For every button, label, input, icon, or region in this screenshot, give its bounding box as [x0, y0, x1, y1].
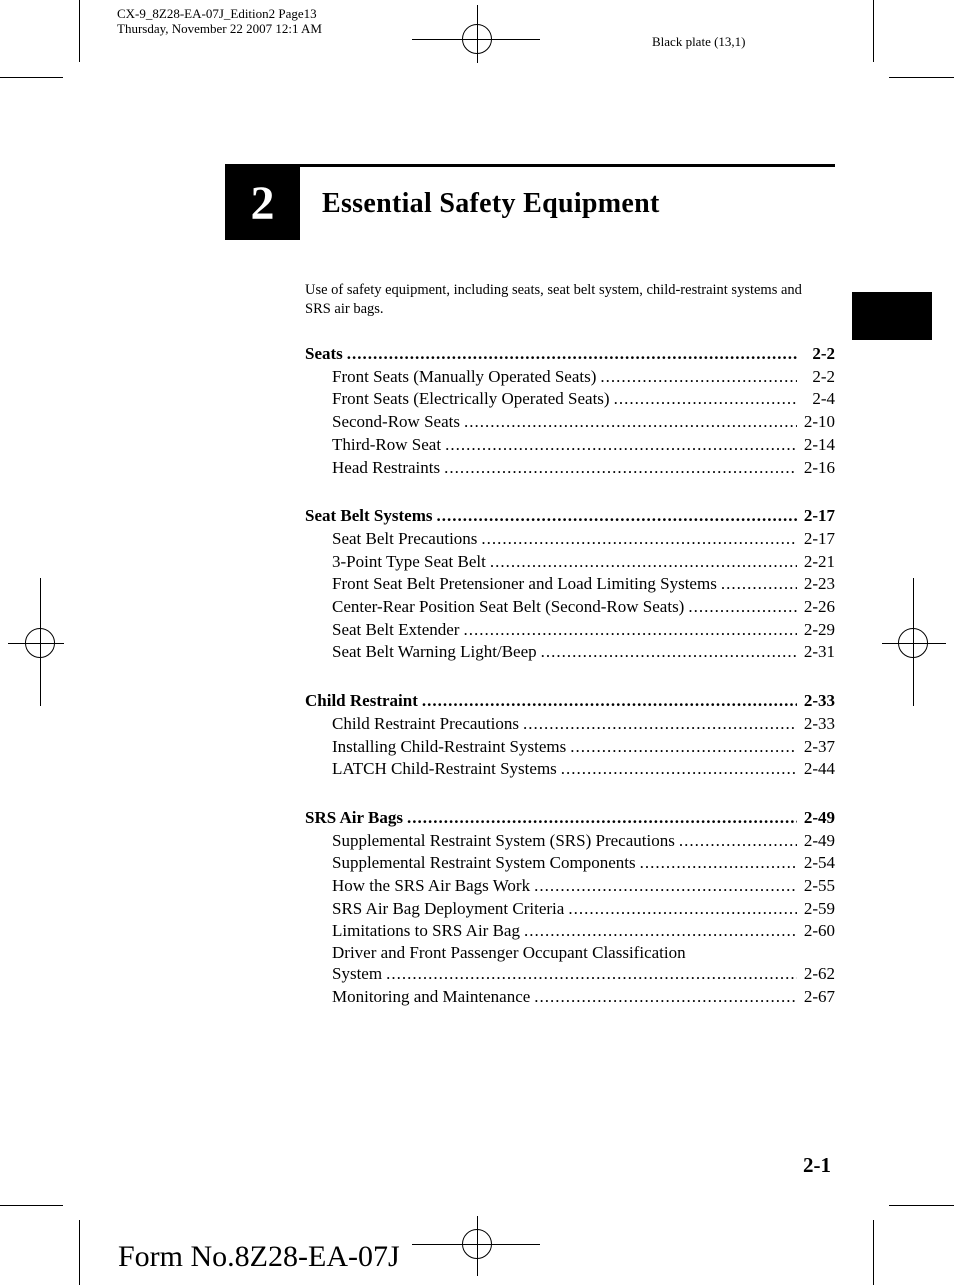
toc-entry[interactable]: Monitoring and Maintenance ..... 2-67 — [305, 986, 835, 1009]
plate-label: Black plate (13,1) — [652, 34, 746, 49]
chapter-number: 2 — [225, 166, 300, 240]
toc-section-child-restraint — [305, 690, 835, 781]
print-file-info: CX-9_8Z28-EA-07J_Edition2 Page13 Thursday, November 22 2007 12:1 AM — [117, 6, 322, 36]
toc-entry[interactable]: 3-Point Type Seat Belt ..... 2-21 — [305, 551, 835, 574]
chapter-rule — [225, 164, 835, 167]
form-number: Form No.8Z28-EA-07J — [118, 1240, 400, 1273]
toc-entry[interactable]: Limitations to SRS Air Bag ..... 2-60 — [305, 920, 835, 943]
table-of-contents — [305, 343, 835, 1035]
toc-section-srs-air-bags — [305, 807, 835, 1009]
toc-entry[interactable]: SRS Air Bag Deployment Criteria ..... 2-59 — [305, 898, 835, 921]
toc-heading[interactable]: Seats ..... 2-2 — [305, 343, 835, 366]
toc-entry[interactable]: Installing Child-Restraint Systems ..... 2-37 — [305, 736, 835, 759]
toc-entry[interactable]: Front Seats (Manually Operated Seats) ..... 2-2 — [305, 366, 835, 389]
toc-entry[interactable]: Center-Rear Position Seat Belt (Second-Row Seats) ..... 2-26 — [305, 596, 835, 619]
toc-entry-first-line: Driver and Front Passenger Occupant Classification — [332, 943, 686, 963]
toc-entry[interactable]: Third-Row Seat ..... 2-14 — [305, 434, 835, 457]
toc-section-seats — [305, 343, 835, 479]
toc-heading[interactable]: SRS Air Bags ..... 2-49 — [305, 807, 835, 830]
toc-entry-multiline[interactable] — [305, 943, 835, 986]
toc-entry[interactable]: Child Restraint Precautions ..... 2-33 — [305, 713, 835, 736]
toc-entry[interactable]: Seat Belt Precautions ..... 2-17 — [305, 528, 835, 551]
toc-entry[interactable]: Supplemental Restraint System (SRS) Precautions ..... 2-49 — [305, 830, 835, 853]
toc-heading[interactable]: Seat Belt Systems ..... 2-17 — [305, 505, 835, 528]
toc-entry[interactable]: Head Restraints ..... 2-16 — [305, 457, 835, 480]
chapter-side-tab — [852, 292, 932, 340]
toc-entry[interactable]: Supplemental Restraint System Components ..... 2-54 — [305, 852, 835, 875]
toc-entry[interactable]: Seat Belt Extender ..... 2-29 — [305, 619, 835, 642]
toc-entry[interactable]: How the SRS Air Bags Work ..... 2-55 — [305, 875, 835, 898]
toc-entry[interactable]: LATCH Child-Restraint Systems ..... 2-44 — [305, 758, 835, 781]
page-number: 2-1 — [803, 1153, 831, 1177]
toc-entry: System ..... 2-62 — [305, 963, 835, 986]
toc-entry[interactable]: Front Seats (Electrically Operated Seats) ..... 2-4 — [305, 388, 835, 411]
toc-entry[interactable]: Front Seat Belt Pretensioner and Load Limiting Systems ..... 2-23 — [305, 573, 835, 596]
toc-heading[interactable]: Child Restraint ..... 2-33 — [305, 690, 835, 713]
toc-entry[interactable]: Second-Row Seats ..... 2-10 — [305, 411, 835, 434]
chapter-intro: Use of safety equipment, including seats, seat belt system, child-restraint systems and SRS air bags. — [305, 282, 802, 317]
toc-entry[interactable]: Seat Belt Warning Light/Beep ..... 2-31 — [305, 641, 835, 664]
chapter-title: Essential Safety Equipment — [322, 188, 660, 219]
toc-section-seat-belt-systems — [305, 505, 835, 664]
